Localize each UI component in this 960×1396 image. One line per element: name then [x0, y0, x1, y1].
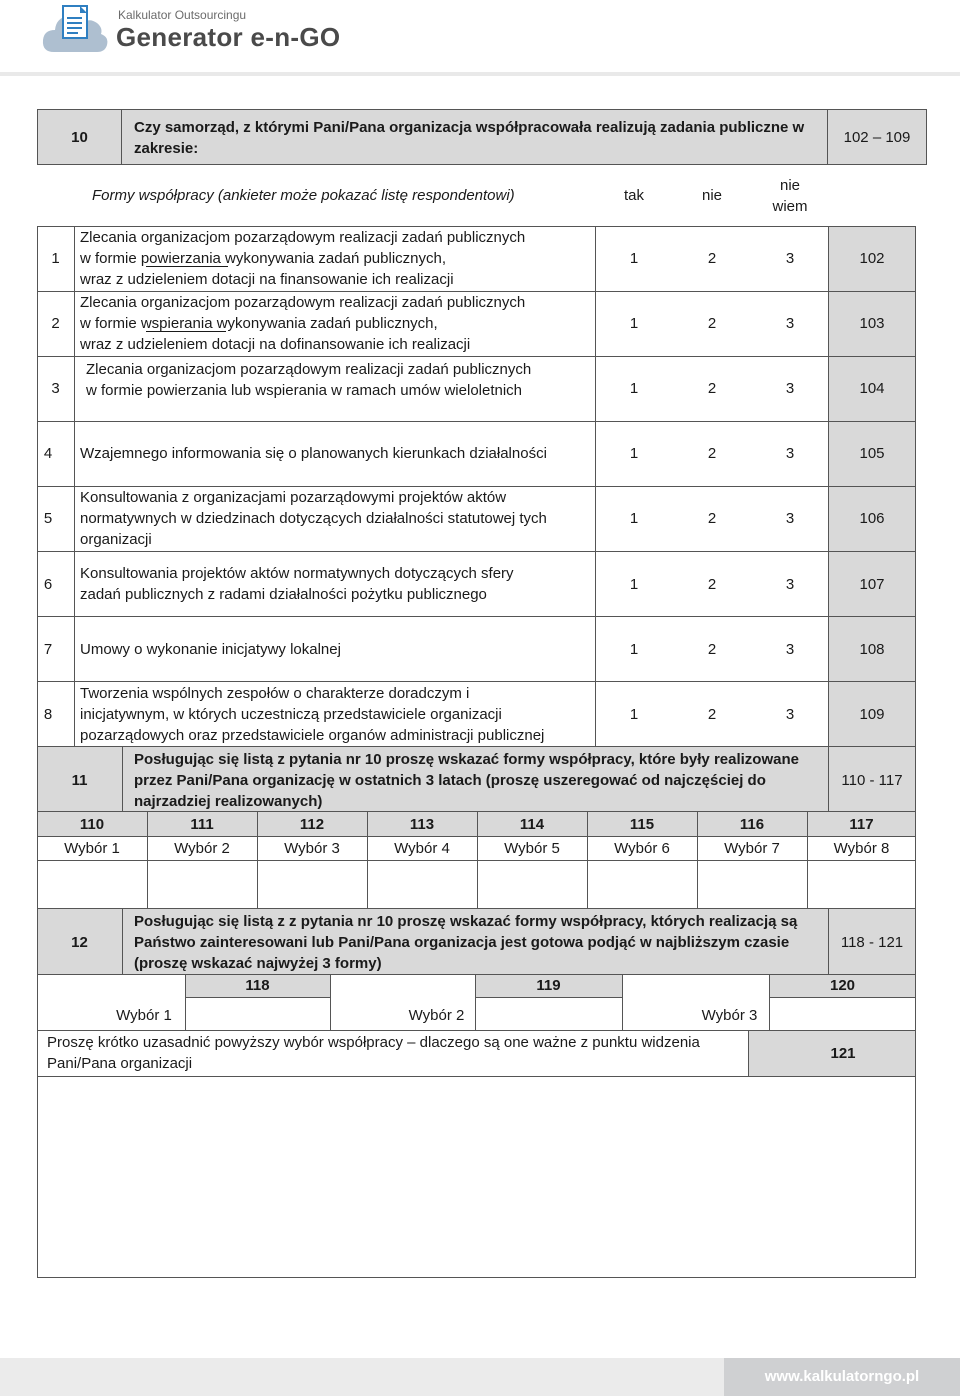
q11-choice-col: Wybór 4 — [394, 840, 450, 857]
answer-dont-know[interactable]: 3 — [785, 380, 795, 397]
q11-code-col: 110 — [79, 816, 105, 833]
row-text-line: Zlecania organizacjom pozarządowym realizacji zadań publicznych — [86, 361, 532, 378]
answer-dont-know[interactable]: 3 — [785, 706, 795, 723]
answer-yes[interactable]: 1 — [629, 641, 639, 658]
q12-choice-col: Wybór 2 — [408, 1007, 465, 1024]
logo — [40, 0, 370, 60]
forms-column-header: Formy współpracy (ankieter może pokazać listę respondentowi) — [92, 187, 515, 204]
row-text-line: wraz z udzieleniem dotacji na dofinansowanie ich realizacji — [80, 336, 471, 353]
q11-choice-col: Wybór 2 — [174, 840, 230, 857]
justification-answer-area[interactable] — [37, 1076, 916, 1278]
q11-choice-col: Wybór 6 — [614, 840, 670, 857]
q12-question-line: Państwo zainteresowani lub Pani/Pana organizacja jest gotowa podjąć w najbliższym czasie — [134, 934, 790, 951]
q11-code-col: 115 — [629, 816, 655, 833]
answer-no[interactable]: 2 — [707, 315, 717, 332]
row-text-line: w formie wspierania wykonywania zadań publicznych, — [80, 315, 438, 332]
q12-choice-col: Wybór 1 — [116, 1007, 172, 1024]
row-code: 106 — [859, 510, 885, 527]
q12-answer-cell[interactable] — [770, 998, 915, 1030]
row-text-line: w formie powierzania lub wspierania w ramach umów wieloletnich — [86, 382, 523, 399]
row-code: 102 — [859, 250, 885, 267]
q11-answer-cell[interactable] — [368, 861, 477, 908]
answer-yes[interactable]: 1 — [629, 380, 639, 397]
answer-no[interactable]: 2 — [707, 380, 717, 397]
logo-title: Generator e-n-GO — [116, 22, 341, 52]
q12-question-line: (proszę wskazać najwyżej 3 formy) — [134, 955, 382, 972]
justification-prompt-line: Proszę krótko uzasadnić powyższy wybór współpracy – dlaczego są one ważne z punktu widzenia — [47, 1034, 700, 1051]
answer-yes[interactable]: 1 — [629, 510, 639, 527]
q11-code-col: 116 — [739, 816, 765, 833]
row-number: 2 — [51, 315, 60, 332]
row-text-line: Umowy o wykonanie inicjatywy lokalnej — [80, 641, 341, 658]
answer-dont-know[interactable]: 3 — [785, 445, 795, 462]
row-text-line: pozarządowych oraz przedstawiciele organów administracji publicznej — [80, 727, 545, 744]
q11-answer-cell[interactable] — [808, 861, 915, 908]
footer-url-box[interactable] — [724, 1358, 960, 1396]
answer-no[interactable]: 2 — [707, 445, 717, 462]
answer-dont-know[interactable]: 3 — [785, 576, 795, 593]
row-text-line: Zlecania organizacjom pozarządowym realizacji zadań publicznych — [80, 294, 526, 311]
underline-wspierania — [146, 331, 226, 332]
logo-subtitle: Kalkulator Outsourcingu — [118, 8, 247, 22]
q11-answer-cell[interactable] — [698, 861, 807, 908]
answer-no[interactable]: 2 — [707, 510, 717, 527]
q11-code-col: 114 — [519, 816, 545, 833]
answer-yes[interactable]: 1 — [629, 315, 639, 332]
no-column-header: nie — [701, 187, 723, 204]
justification-code: 121 — [830, 1045, 856, 1062]
yes-column-header: tak — [623, 187, 644, 204]
q11-choice-col: Wybór 8 — [833, 840, 890, 857]
row-text-line: Zlecania organizacjom pozarządowym realizacji zadań publicznych — [80, 229, 526, 246]
row-text-line: inicjatywnym, w których uczestniczą przedstawiciele organizacji — [80, 706, 502, 723]
q10-question-line1: Czy samorząd, z którymi Pani/Pana organizacja współpracowała realizują zadania publiczne w — [134, 119, 805, 136]
justification-prompt-line: Pani/Pana organizacji — [47, 1055, 193, 1072]
header-divider — [0, 72, 960, 76]
q11-question-line: przez Pani/Pana organizację w ostatnich 3 latach (proszę uszeregować od najczęściej do — [134, 772, 766, 789]
q11-answer-cell[interactable] — [258, 861, 367, 908]
row-number: 5 — [43, 510, 53, 527]
answer-no[interactable]: 2 — [707, 250, 717, 267]
q11-code-col: 112 — [299, 816, 325, 833]
row-text-line: zadań publicznych z radami działalności pożytku publicznego — [80, 586, 487, 603]
underline-powierzania — [146, 266, 228, 267]
q11-code-col: 117 — [849, 816, 874, 833]
q12-code-col: 118 — [245, 977, 270, 994]
q11-answer-cell[interactable] — [148, 861, 257, 908]
answer-no[interactable]: 2 — [707, 706, 717, 723]
q11-codes: 110 - 117 — [841, 772, 903, 789]
row-number: 7 — [43, 641, 53, 658]
row-text-line: wraz z udzieleniem dotacji na finansowanie ich realizacji — [80, 271, 454, 288]
row-number: 4 — [43, 445, 53, 462]
row-number: 6 — [43, 576, 53, 593]
q12-choice-col: Wybór 3 — [701, 1007, 758, 1024]
q11-choice-col: Wybór 3 — [284, 840, 340, 857]
q10-question-line2: zakresie: — [134, 140, 199, 157]
q11-question-line: najrzadziej realizowanych) — [134, 793, 323, 810]
q12-codes: 118 - 121 — [840, 934, 904, 951]
answer-yes[interactable]: 1 — [629, 445, 639, 462]
q10-codes: 102 – 109 — [843, 129, 911, 146]
q11-answer-cell[interactable] — [478, 861, 587, 908]
answer-no[interactable]: 2 — [707, 576, 717, 593]
dont-know-column-header-line1: nie — [779, 177, 801, 194]
q11-question-line: Posługując się listą z pytania nr 10 proszę wskazać formy współpracy, które były realizowane — [134, 751, 799, 768]
q12-number: 12 — [71, 934, 88, 951]
q11-code-col: 111 — [190, 816, 214, 833]
q12-answer-cell[interactable] — [186, 998, 330, 1030]
row-text-line: Konsultowania projektów aktów normatywnych dotyczących sfery — [80, 565, 514, 582]
answer-dont-know[interactable]: 3 — [785, 250, 795, 267]
q12-answer-cell[interactable] — [476, 998, 622, 1030]
dont-know-column-header-line2: wiem — [772, 198, 808, 215]
row-code: 103 — [859, 315, 885, 332]
row-code: 109 — [859, 706, 885, 723]
footer-url[interactable]: www.kalkulatorngo.pl — [764, 1368, 920, 1385]
q11-answer-cell[interactable] — [588, 861, 697, 908]
q11-choice-col: Wybór 5 — [504, 840, 560, 857]
answer-yes[interactable]: 1 — [629, 706, 639, 723]
row-number: 8 — [43, 706, 53, 723]
q10-number: 10 — [71, 129, 88, 146]
row-text-line: Wzajemnego informowania się o planowanych kierunkach działalności — [80, 445, 547, 462]
row-text-line: Tworzenia wspólnych zespołów o charakterze doradczym i — [80, 685, 470, 702]
row-code: 104 — [859, 380, 885, 397]
q11-answer-cell[interactable] — [38, 861, 147, 908]
row-text-line: w formie powierzania wykonywania zadań publicznych, — [80, 250, 447, 267]
row-text-line: organizacji — [80, 531, 152, 548]
q11-choice-col: Wybór 7 — [724, 840, 780, 857]
q12-question-line: Posługując się listą z z pytania nr 10 proszę wskazać formy współpracy, których realizacją są — [134, 913, 798, 930]
q11-number: 11 — [71, 772, 88, 789]
row-text-line: Konsultowania z organizacjami pozarządowymi projektów aktów — [80, 489, 507, 506]
answer-dont-know[interactable]: 3 — [785, 315, 795, 332]
q12-code-col: 120 — [829, 977, 856, 994]
answer-dont-know[interactable]: 3 — [785, 641, 795, 658]
row-number: 3 — [51, 380, 60, 397]
row-text-line: normatywnych w dziedzinach dotyczących działalności statutowej tych — [80, 510, 547, 527]
cloud-document-icon — [40, 2, 110, 56]
answer-yes[interactable]: 1 — [629, 250, 639, 267]
q11-choice-col: Wybór 1 — [64, 840, 120, 857]
row-number: 1 — [51, 250, 60, 267]
answer-yes[interactable]: 1 — [629, 576, 639, 593]
answer-no[interactable]: 2 — [707, 641, 717, 658]
row-code: 105 — [859, 445, 885, 462]
row-code: 108 — [859, 641, 885, 658]
row-code: 107 — [859, 576, 885, 593]
q12-code-col: 119 — [536, 977, 561, 994]
q11-code-col: 113 — [409, 816, 435, 833]
answer-dont-know[interactable]: 3 — [785, 510, 795, 527]
